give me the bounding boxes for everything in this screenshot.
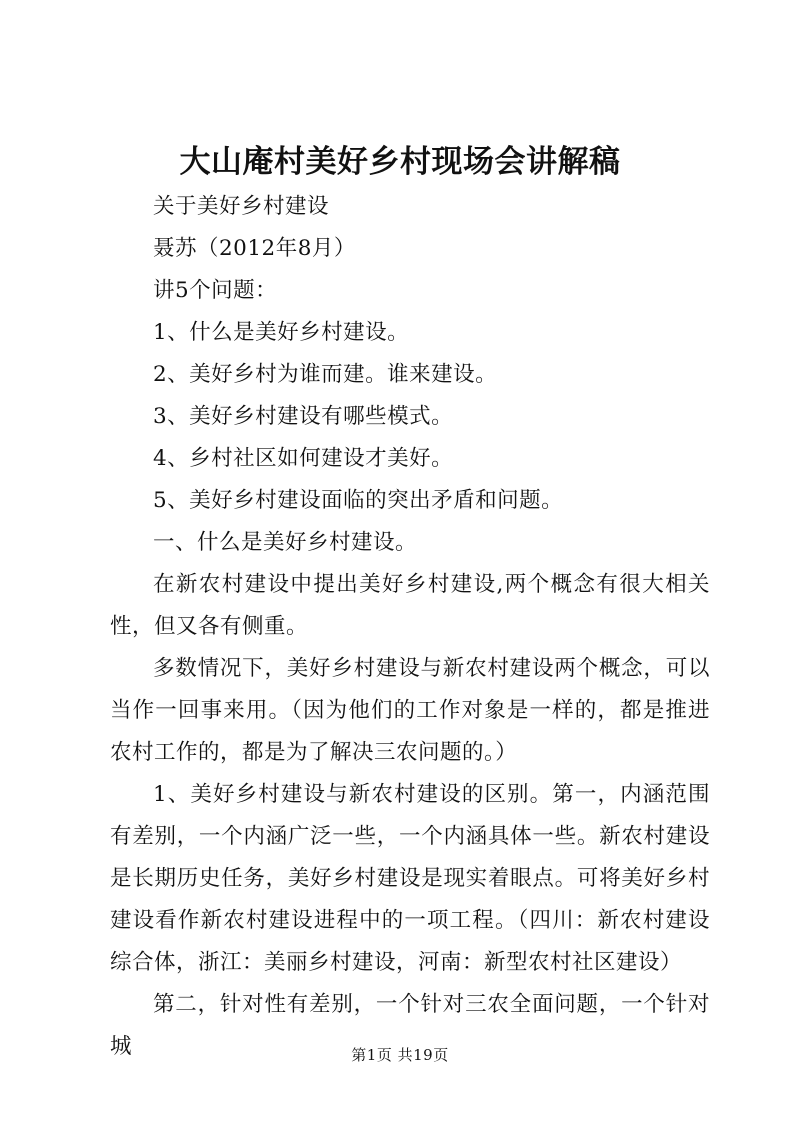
paragraph-body-3: 1、美好乡村建设与新农村建设的区别。第一，内涵范围有差别，一个内涵广泛一些，一个内涵具体一些。新农村建设是长期历史任务，美好乡村建设是现实着眼点。可将美好乡村建设看作新农村建设进程中的一项工程。（四川：新农村建设综合体，浙江：美丽乡村建设，河南：新型农村社区建设） xyxy=(110,782,710,975)
paragraph-body-2: 多数情况下，美好乡村建设与新农村建设两个概念，可以当作一回事来用。（因为他们的工作对象是一样的，都是推进农村工作的，都是为了解决三农问题的。） xyxy=(110,656,710,765)
paragraph-body-1: 在新农村建设中提出美好乡村建设,两个概念有很大相关性，但又各有侧重。 xyxy=(110,572,710,639)
paragraph-intro: 讲5个问题： xyxy=(153,278,278,303)
section-heading: 一、什么是美好乡村建设。 xyxy=(153,530,418,555)
paragraph-item-2: 2、美好乡村为谁而建。谁来建设。 xyxy=(153,362,498,387)
paragraph-item-5: 5、美好乡村建设面临的突出矛盾和问题。 xyxy=(153,488,564,513)
paragraph-author-date: 聂苏（2012年8月） xyxy=(153,236,356,261)
paragraph-item-3: 3、美好乡村建设有哪些模式。 xyxy=(153,404,454,429)
paragraph-item-1: 1、什么是美好乡村建设。 xyxy=(153,320,410,345)
document-title: 大山庵村美好乡村现场会讲解稿 xyxy=(179,144,621,180)
paragraph-body-4: 第二，针对性有差别，一个针对三农全面问题，一个针对城 xyxy=(110,992,710,1059)
page-number-footer: 第1页 共19页 xyxy=(351,1046,449,1064)
paragraph-topic: 关于美好乡村建设 xyxy=(153,194,330,219)
paragraph-item-4: 4、乡村社区如何建设才美好。 xyxy=(153,446,454,471)
document-body xyxy=(110,186,710,1068)
